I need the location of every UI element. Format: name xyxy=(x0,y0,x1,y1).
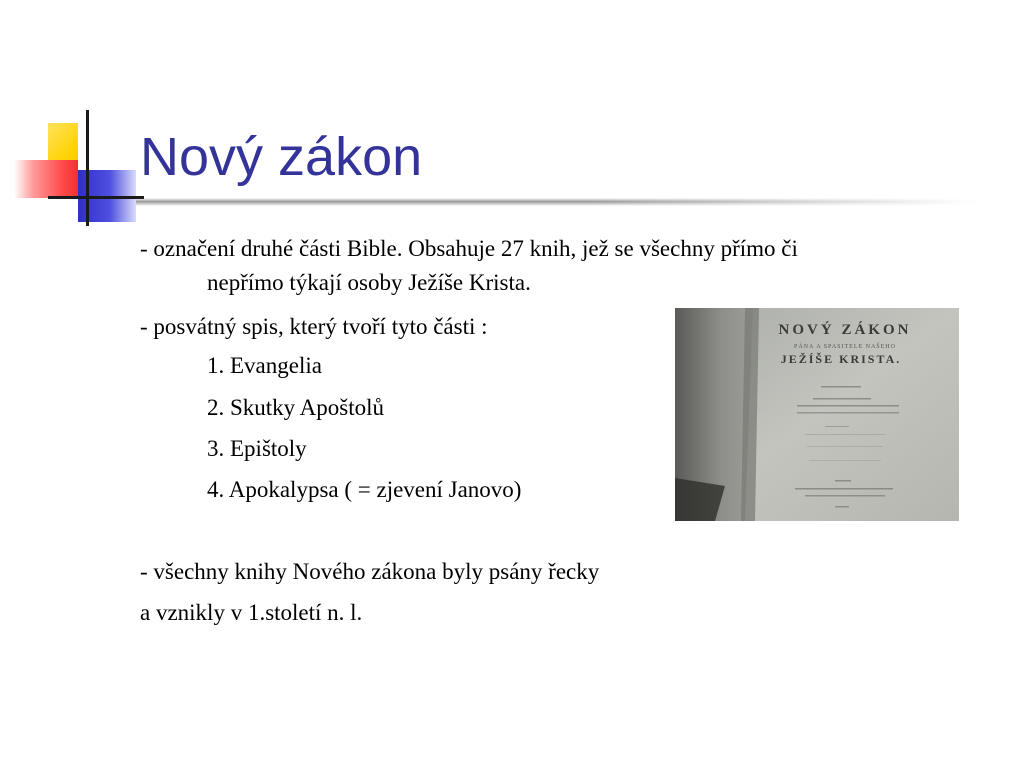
body-line-greek: - všechny knihy Nového zákona byly psány řecky xyxy=(140,559,600,584)
body-line-1: - označení druhé části Bible. Obsahuje 27 knih, jež se všechny přímo či xyxy=(140,236,798,261)
book-photo xyxy=(675,308,959,521)
book-photo-image xyxy=(675,308,959,521)
body-line-2: nepřímo týkají osoby Ježíše Krista. xyxy=(207,270,531,295)
list-item-apokalypsa: 4. Apokalypsa ( = zjevení Janovo) xyxy=(207,477,522,502)
body-line-3: - posvátný spis, který tvoří tyto části : xyxy=(140,314,488,339)
body-line-century: a vznikly v 1.století n. l. xyxy=(140,600,363,625)
title-divider xyxy=(136,198,976,206)
logo-red-square xyxy=(14,160,78,198)
list-item-skutky: 2. Skutky Apoštolů xyxy=(207,395,385,420)
book-subtitle-text: PÁNA A SPASITELE NAŠEHO xyxy=(794,344,896,350)
logo-horizontal-line xyxy=(48,196,144,199)
book-subtitle2-text: JEŽÍŠE KRISTA. xyxy=(780,352,902,366)
book-title-text: NOVÝ ZÁKON xyxy=(778,322,912,338)
logo-vertical-line xyxy=(86,110,89,226)
list-item-evangelia: 1. Evangelia xyxy=(207,353,322,378)
list-item-epistoly: 3. Epištoly xyxy=(207,436,307,461)
slide-title: Nový zákon xyxy=(140,127,423,187)
